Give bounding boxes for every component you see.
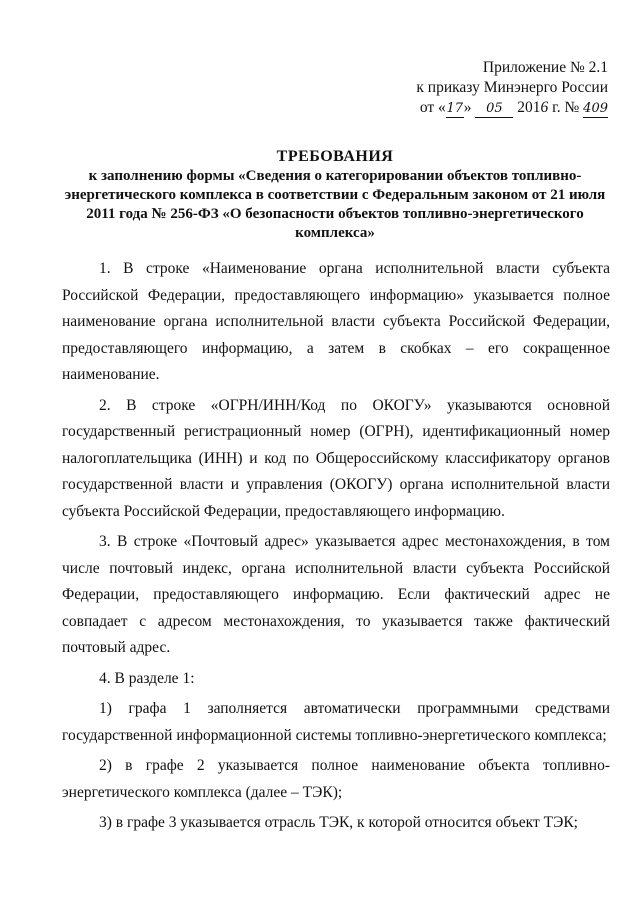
number-prefix: г. № — [548, 99, 584, 116]
annex-date-line — [416, 98, 608, 118]
handwritten-year-digit: 6 — [540, 99, 549, 116]
paragraph-2: 2. В строке «ОГРН/ИНН/Код по ОКОГУ» указываются основной государственный регистрационный номер (ОГРН), идентификационный номер налогоплательщика (ИНН) и код по Общероссийскому классификатору органов государственной власти и управления (ОКОГУ) органа исполнительной власти субъекта Российской Федерации, предоставляющего информацию. — [62, 396, 610, 520]
handwritten-month: 05 — [475, 101, 513, 118]
year-prefix: 201 — [517, 99, 541, 116]
title-subtitle: к заполнению формы «Сведения о категорировании объектов топливно-энергетического комплекса в соответствии с Федеральным законом от 21 июля 2011 года № 256-ФЗ «О безопасности объектов топливно-энергетического комплекса» — [64, 168, 606, 241]
annex-header — [416, 58, 608, 118]
handwritten-day: 17 — [446, 101, 464, 116]
date-quote: » — [463, 99, 472, 116]
document-body — [62, 256, 610, 841]
handwritten-order-number: 409 — [583, 101, 608, 116]
paragraph-4: 4. В разделе 1: — [99, 669, 195, 687]
paragraph-3: 3. В строке «Почтовый адрес» указывается адрес местонахождения, в том числе почтовый индекс, органа исполнительной власти субъекта Российской Федерации, предоставляющего информацию. Если фактический адрес не совпадает с адресом местонахождения, то указывается также фактический почтовый адрес. — [62, 533, 610, 656]
title-heading: ТРЕБОВАНИЯ — [276, 148, 394, 165]
document-title — [60, 147, 610, 243]
paragraph-1: 1. В строке «Наименование органа исполнительной власти субъекта Российской Федерации, предоставляющего информацию» указывается полное наименование органа исполнительной власти субъекта Российской Федерации, предоставляющего информацию, а затем в скобках – его сокращенное наименование. — [62, 260, 610, 383]
annex-title: Приложение № 2.1 — [482, 59, 608, 76]
date-prefix: от « — [419, 99, 446, 116]
annex-order-reference: к приказу Минэнерго России — [416, 79, 608, 96]
paragraph-4-item-2: 2) в графе 2 указывается полное наименование объекта топливно-энергетического комплекса (далее – ТЭК); — [62, 757, 610, 801]
paragraph-4-item-3: 3) в графе 3 указывается отрасль ТЭК, к которой относится объект ТЭК; — [99, 814, 578, 831]
paragraph-4-item-1: 1) графа 1 заполняется автоматически программными средствами государственной информационной системы топливно-энергетического комплекса; — [62, 700, 610, 744]
